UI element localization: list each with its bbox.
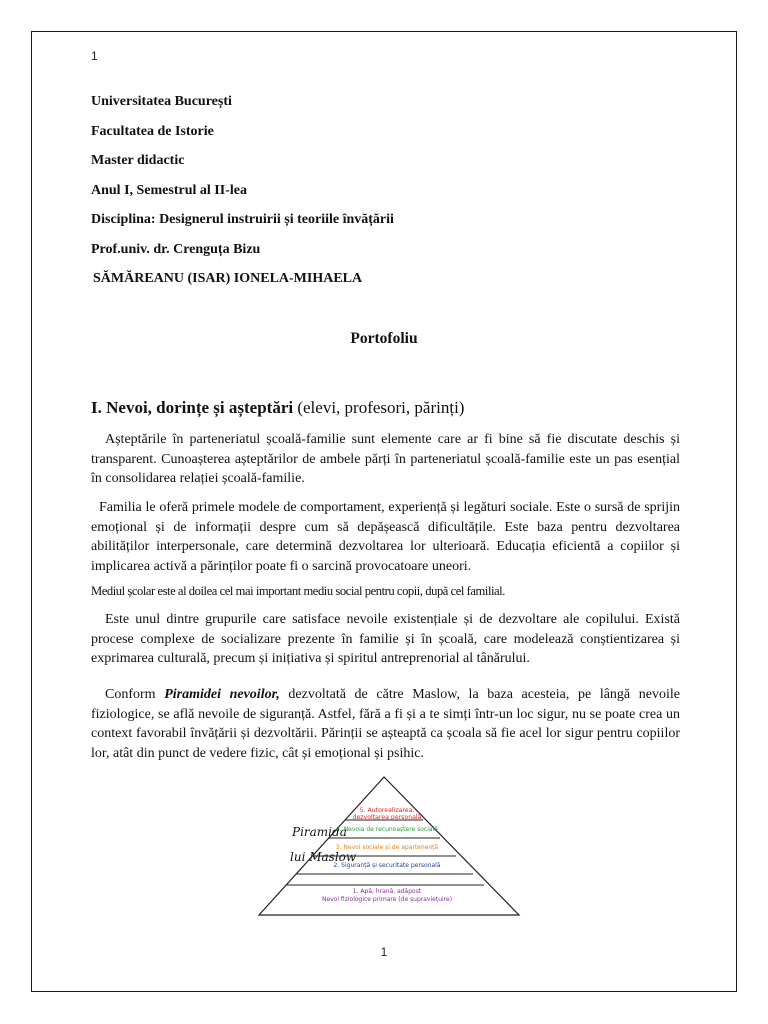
level-2-label: 2. Siguranță și securitate personală	[333, 862, 441, 869]
level-3-label: 3. Nevoi sociale și de apartenență	[335, 844, 439, 851]
paragraph-5-emphasis: Piramidei nevoilor,	[164, 687, 280, 702]
paragraph-3: Mediul școlar este al doilea cel mai important mediu social pentru copii, după cel familial.	[91, 584, 505, 598]
paragraph-5	[91, 685, 680, 763]
header-page-number: 1	[91, 49, 98, 63]
info-block	[91, 92, 691, 299]
program-line: Master didactic	[91, 153, 185, 168]
author-line: SĂMĂREANU (ISAR) IONELA-MIHAELA	[93, 271, 363, 286]
level-5-line-2: dezvoltarea personală	[352, 814, 422, 821]
paragraph-4: Este unul dintre grupurile care satisface nevoile existențiale și de dezvoltare ale copilului. Există procese complexe de socializare prezente în familie și în școală, care modelează conștientizarea și exprimarea culturală, precum și inițiativa și spiritul antreprenorial al tânărului.	[91, 612, 680, 666]
pyramid-caption-line-2: lui Maslow	[290, 850, 357, 864]
faculty-line: Facultatea de Istorie	[91, 123, 214, 139]
footer-page-number: 1	[380, 945, 388, 959]
paragraph-1: Așteptările în parteneriatul școală-familie sunt elemente care ar fi bine să fie discutate deschis și transparent. Cunoașterea așteptărilor de ambele părți în parteneriatul școală-familie este un pas esențial în consolidarea relației școală-familie.	[91, 432, 680, 486]
level-1-line-1: 1. Apă, hrană, adăpost	[352, 888, 422, 895]
year-semester-line: Anul I, Semestrul al II-lea	[91, 182, 247, 198]
university-line: Universitatea București	[91, 94, 232, 109]
professor-line: Prof.univ. dr. Crenguța Bizu	[91, 241, 261, 257]
document-page	[31, 31, 737, 992]
paragraph-2: Familia le oferă primele modele de comportament, experiență și legături sociale. Este o sursă de sprijin emoțional și de informații despre cum să depășească dificultățile. Este baza pentru dezvoltarea abilităților interpersonale, care determină dezvoltarea lor ulterioară. Educația eficientă a copiilor și implicarea activă a părinților poate fi o sarcină provocatoare uneori.	[91, 500, 680, 574]
paragraph-5-start: Conform	[105, 687, 165, 702]
paragraph-5-end: dezvoltată de către Maslow, la baza acesteia, pe lângă nevoile fiziologice, se află nevoile de siguranță. Astfel, fără a fi și a te simți într-un loc sigur, nu se poate crea un context favorabil învățării și dezvoltării. Părinții se așteaptă ca școala să fie acel lor sigur pentru copiilor lor, atât din punct de vedere fizic, cât și emoțional și psihic.	[91, 687, 680, 761]
section-heading-rest: (elevi, profesori, părinți)	[293, 398, 465, 417]
level-1-line-2: Nevoi fiziologice primare (de supraviețuire)	[321, 896, 453, 903]
document-title: Portofoliu	[350, 330, 418, 347]
level-4-label: 4. Nevoia de recunoaștere socială	[336, 826, 438, 833]
maslow-pyramid-svg	[252, 770, 522, 922]
level-5-line-1: 5. Autorealizarea,	[359, 807, 415, 814]
section-heading-bold: I. Nevoi, dorințe și așteptări	[91, 398, 294, 417]
pyramid-caption-line-1: Piramida	[292, 825, 347, 839]
section-heading	[91, 398, 691, 418]
discipline-line: Disciplina: Designerul instruirii și teoriile învățării	[91, 212, 394, 227]
maslow-pyramid-figure	[252, 770, 522, 922]
